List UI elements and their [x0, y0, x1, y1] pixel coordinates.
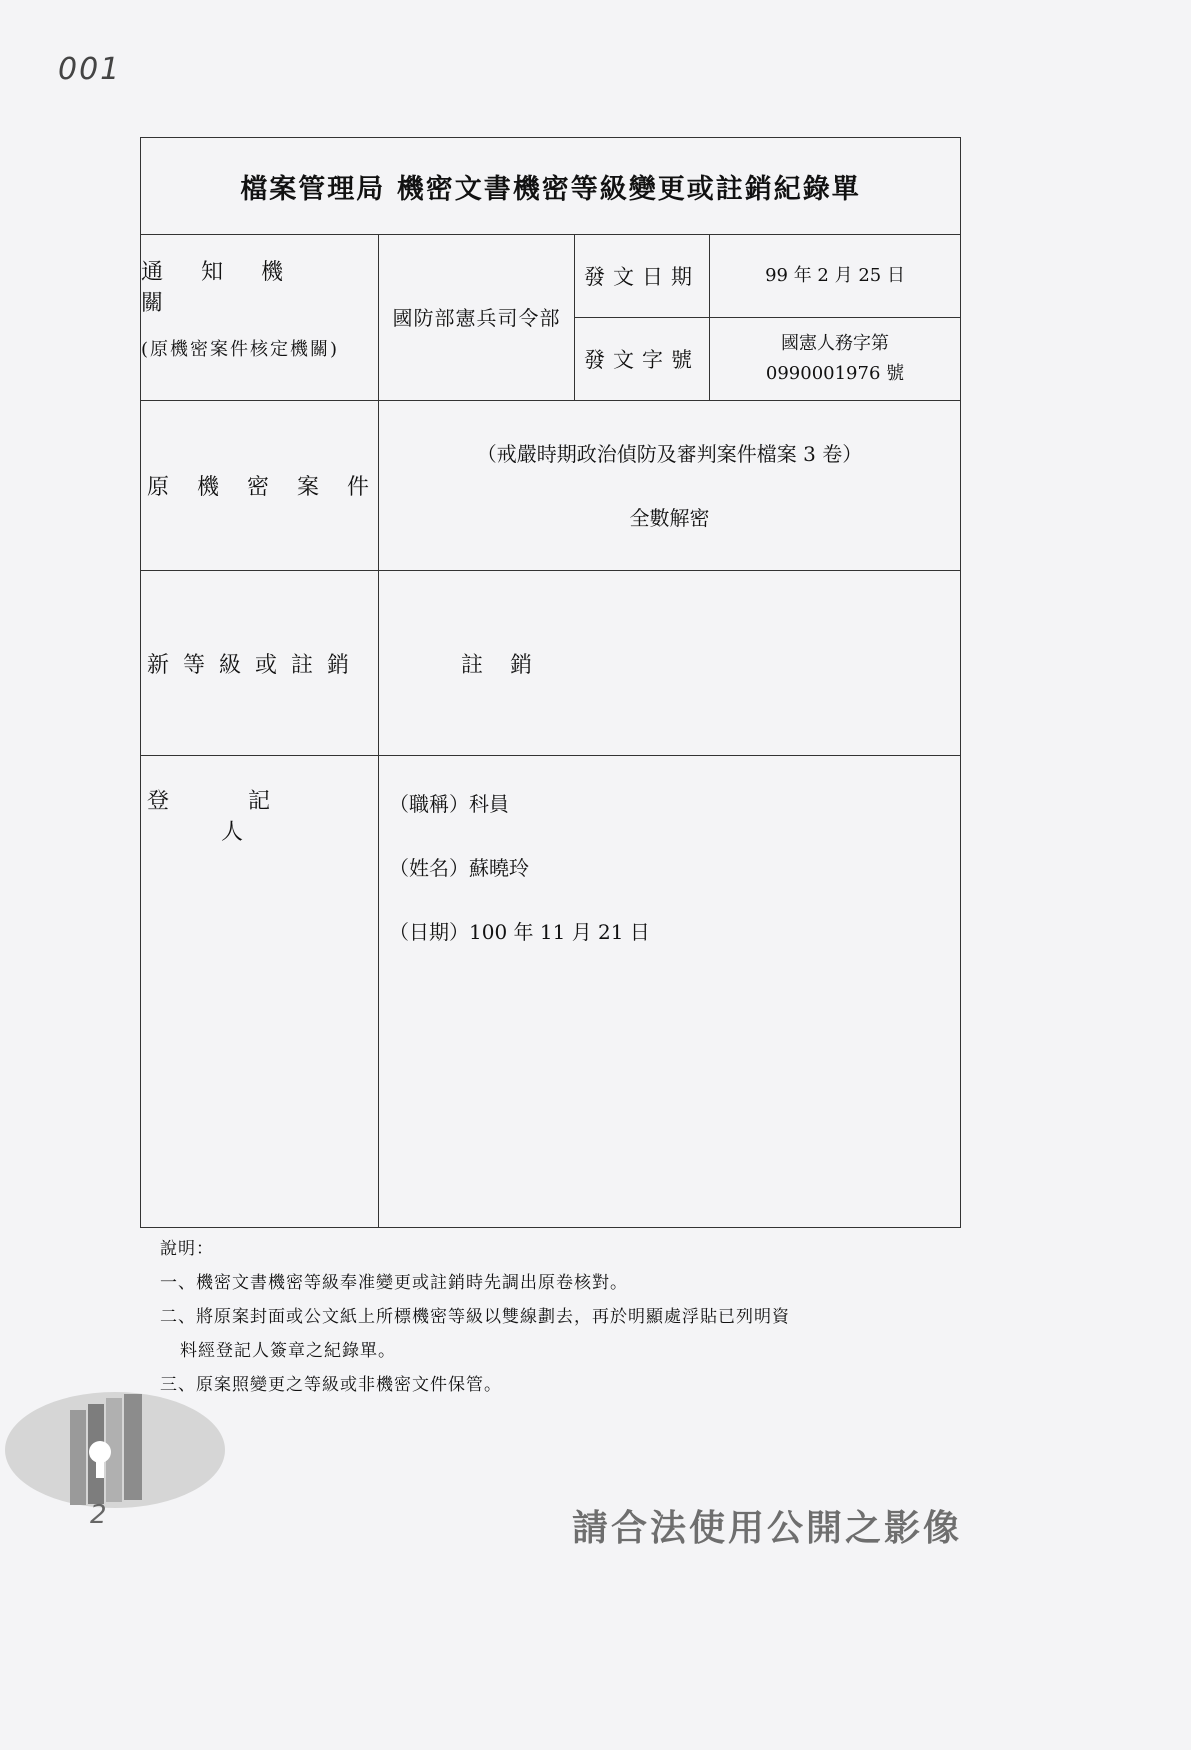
registrant-label: 登 記 人 — [141, 756, 379, 1228]
registrant-date: （日期）100 年 11 月 21 日 — [389, 920, 650, 944]
date-label: 發文日期 — [575, 235, 710, 318]
new-level-label: 新等級或註銷 — [141, 571, 379, 756]
notes-heading: 說明： — [160, 1239, 214, 1259]
handwritten-two: 2 — [90, 1500, 107, 1530]
original-label: 原機密案件 — [141, 401, 379, 571]
original-value — [379, 401, 961, 571]
original-line1: （戒嚴時期政治偵防及審判案件檔案 3 卷） — [476, 441, 863, 466]
record-form — [140, 137, 961, 1228]
date-value: 99 年 2 月 25 日 — [710, 235, 961, 318]
page-number: 001 — [58, 52, 122, 87]
registrant-name: （姓名）蘇曉玲 — [389, 856, 529, 880]
new-level-value: 註 銷 — [379, 571, 961, 756]
registrant-title: （職稱）科員 — [389, 792, 509, 816]
ref-value — [710, 318, 961, 401]
note-item-2b: 料經登記人簽章之紀錄單。 — [180, 1341, 396, 1361]
notify-agency: 國防部憲兵司令部 — [379, 235, 575, 401]
notify-label-cell — [141, 235, 379, 401]
note-item-3: 三、原案照變更之等級或非機密文件保管。 — [160, 1375, 502, 1395]
notify-label: 通知機關 — [141, 260, 322, 316]
archives-logo-icon — [0, 1380, 230, 1530]
form-title: 檔案管理局 機密文書機密等級變更或註銷紀錄單 — [141, 138, 961, 235]
watermark: 請合法使用公開之影像 — [572, 1507, 963, 1549]
ref-value-line1: 國憲人務字第 — [781, 333, 890, 354]
notes — [160, 1232, 790, 1402]
ref-value-line2: 0990001976 號 — [765, 363, 905, 384]
ref-label: 發文字號 — [575, 318, 710, 401]
registrant-info — [379, 756, 961, 1228]
note-item-2a: 二、將原案封面或公文紙上所標機密等級以雙線劃去，再於明顯處浮貼已列明資 — [160, 1307, 790, 1327]
note-item-1: 一、機密文書機密等級奉准變更或註銷時先調出原卷核對。 — [160, 1273, 628, 1293]
original-line2: 全數解密 — [629, 505, 710, 530]
notify-sublabel: (原機密案件核定機關) — [141, 339, 340, 360]
